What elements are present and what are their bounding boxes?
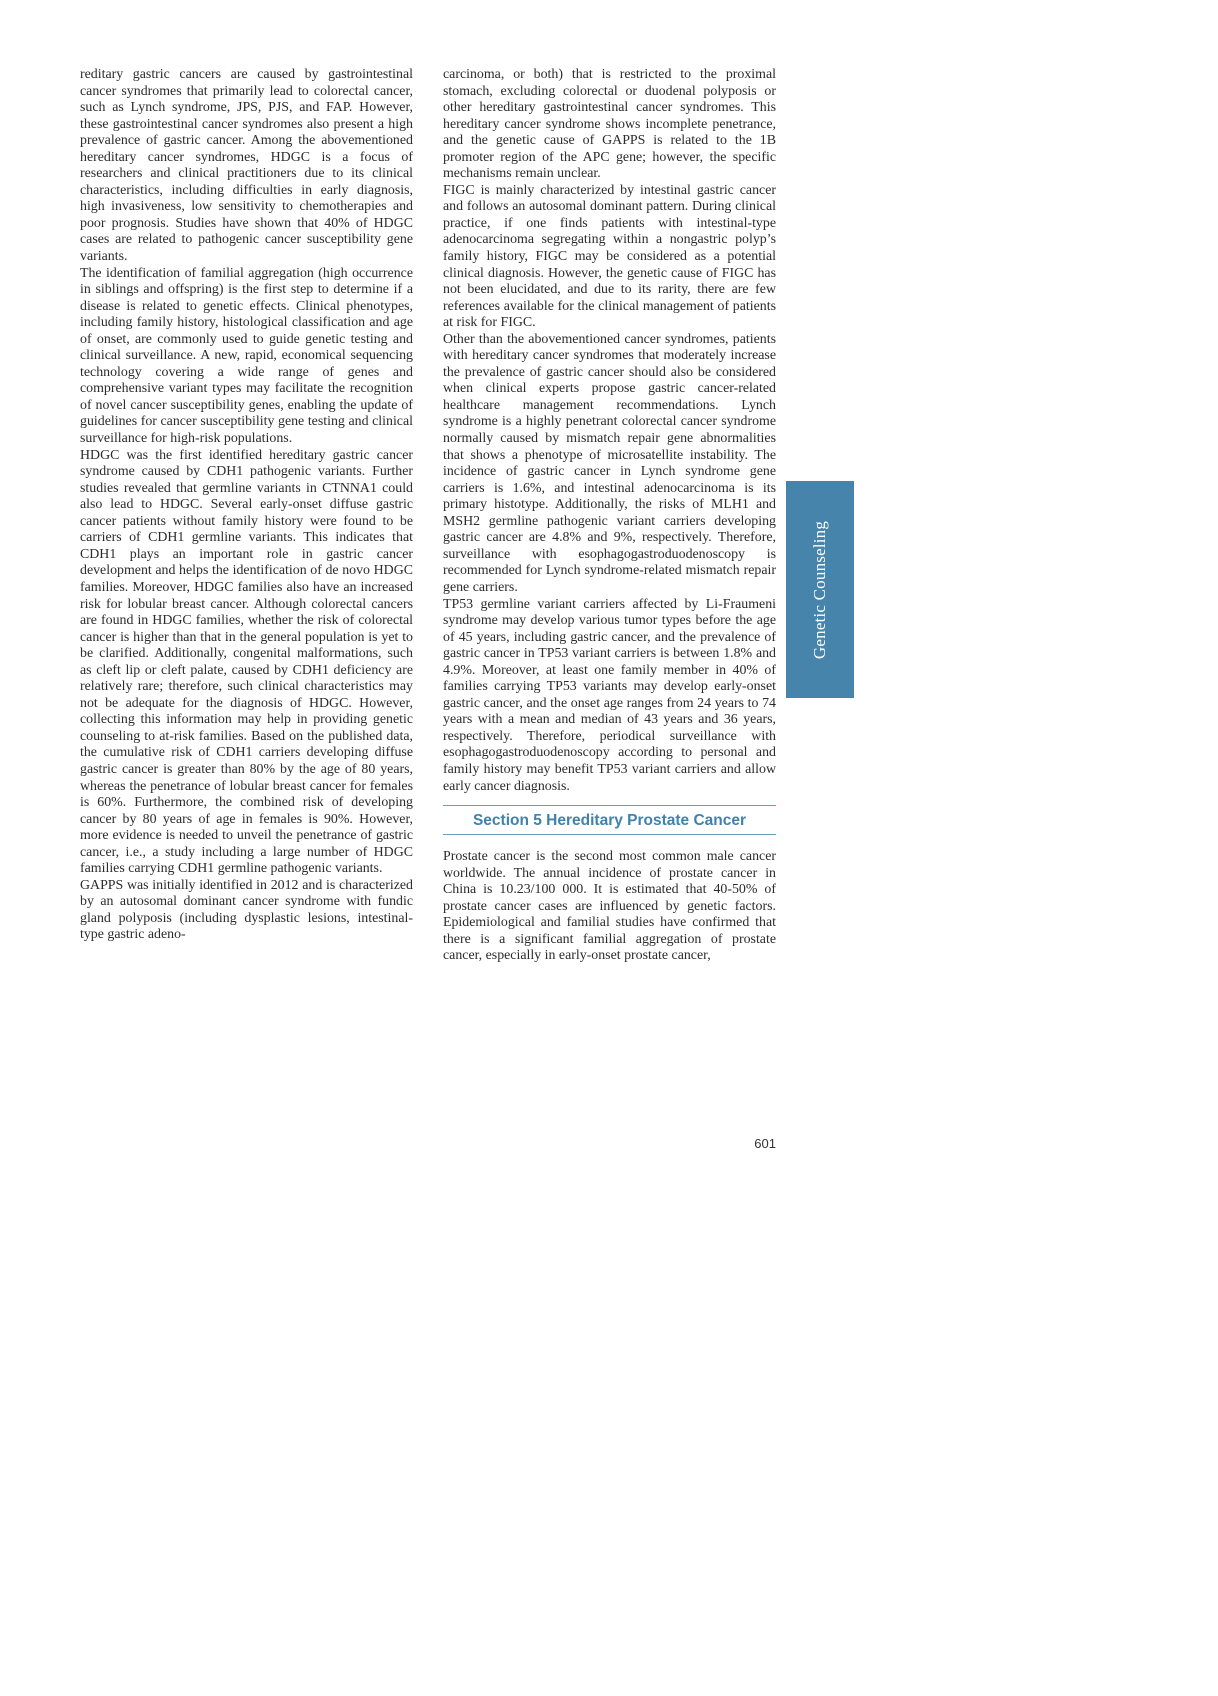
body-paragraph: GAPPS was initially identified in 2012 and is characterized by an autosomal dominant cancer syndrome with fundic gland polyposis (including dysplastic lesions, intestinal-type gastric adeno- <box>80 877 413 943</box>
body-paragraph: Other than the abovementioned cancer syndromes, patients with hereditary cancer syndromes that moderately increase the prevalence of gastric cancer should also be considered when clinical experts propose gastric cancer-related healthcare management recommendations. Lynch syndrome is a highly penetrant colorectal cancer syndrome normally caused by mismatch repair gene abnormalities that shows a phenotype of microsatellite instability. The incidence of gastric cancer in Lynch syndrome gene carriers is 1.6%, and intestinal adenocarcinoma is its primary histotype. Additionally, the risks of MLH1 and MSH2 germline pathogenic variant carriers developing gastric cancer are 4.8% and 9%, respectively. Therefore, surveillance with esophagogastroduodenoscopy is recommended for Lynch syndrome-related mismatch repair gene carriers. <box>443 331 776 595</box>
body-paragraph: carcinoma, or both) that is restricted to the proximal stomach, excluding colorectal or duodenal polyposis or other hereditary gastrointestinal cancer syndromes. This hereditary cancer syndrome shows incomplete penetrance, and the genetic cause of GAPPS is related to the 1B promoter region of the APC gene; however, the specific mechanisms remain unclear. <box>443 67 776 182</box>
right-text-column <box>443 67 776 965</box>
section-heading: Section 5 Hereditary Prostate Cancer <box>443 805 776 835</box>
left-text-column <box>80 67 413 944</box>
body-paragraph: Prostate cancer is the second most common male cancer worldwide. The annual incidence of prostate cancer in China is 10.23/100 000. It is estimated that 40-50% of prostate cancer cases are influenced by genetic factors. Epidemiological and familial studies have confirmed that there is a significant familial aggregation of prostate cancer, especially in early-onset prostate cancer, <box>443 849 776 964</box>
side-tab-label: Genetic Counseling <box>810 520 829 659</box>
body-paragraph: FIGC is mainly characterized by intestinal gastric cancer and follows an autosomal dominant pattern. During clinical practice, if one finds patients with intestinal-type adenocarcinoma segregating within a nongastric polyp’s family history, FIGC may be considered as a potential clinical diagnosis. However, the genetic cause of FIGC has not been elucidated, and due to its rarity, there are few references available for the clinical management of patients at risk for FIGC. <box>443 182 776 331</box>
body-paragraph: reditary gastric cancers are caused by gastrointestinal cancer syndromes that primarily lead to colorectal cancer, such as Lynch syndrome, JPS, PJS, and FAP. However, these gastrointestinal cancer syndromes also present a high prevalence of gastric cancer. Among the abovementioned hereditary cancer syndromes, HDGC is a focus of researchers and clinical practitioners due to its clinical characteristics, including difficulties in early diagnosis, high invasiveness, low sensitivity to chemotherapies and poor prognosis. Studies have shown that 40% of HDGC cases are related to pathogenic cancer susceptibility gene variants. <box>80 67 413 265</box>
body-paragraph: TP53 germline variant carriers affected by Li-Fraumeni syndrome may develop various tumor types before the age of 45 years, including gastric cancer, and the prevalence of gastric cancer in TP53 variant carriers is between 1.8% and 4.9%. Moreover, at least one family member in 40% of families carrying TP53 variants may develop early-onset gastric cancer, and the onset age ranges from 24 years to 74 years with a mean and median of 43 years and 36 years, respectively. Therefore, periodical surveillance with esophagogastroduodenoscopy according to personal and family history may benefit TP53 variant carriers and allow early cancer diagnosis. <box>443 596 776 794</box>
page-number: 601 <box>754 1136 776 1151</box>
body-paragraph: The identification of familial aggregation (high occurrence in siblings and offspring) is the first step to determine if a disease is related to genetic effects. Clinical phenotypes, including family history, histological classification and age of onset, are commonly used to guide genetic testing and clinical surveillance. A new, rapid, economical sequencing technology covering a wide range of genes and comprehensive variant types may facilitate the recognition of novel cancer susceptibility genes, enabling the update of guidelines for cancer susceptibility gene testing and clinical surveillance for high-risk populations. <box>80 265 413 447</box>
chapter-side-tab <box>786 481 854 698</box>
body-paragraph: HDGC was the first identified hereditary gastric cancer syndrome caused by CDH1 pathogenic variants. Further studies revealed that germline variants in CTNNA1 could also lead to HDGC. Several early-onset diffuse gastric cancer patients without family history were found to be carriers of CDH1 germline variants. This indicates that CDH1 plays an important role in gastric cancer development and helps the identification of de novo HDGC families. Moreover, HDGC families also have an increased risk for lobular breast cancer. Although colorectal cancers are found in HDGC families, whether the risk of colorectal cancer is higher than that in the general population is yet to be clarified. Additionally, congenital malformations, such as cleft lip or cleft palate, caused by CDH1 deficiency are relatively rare; therefore, such clinical characteristics may not be adequate for the diagnosis of HDGC. However, collecting this information may help in providing genetic counseling to at-risk families. Based on the published data, the cumulative risk of CDH1 carriers developing diffuse gastric cancer is greater than 80% by the age of 80 years, whereas the penetrance of lobular breast cancer for females is 60%. Furthermore, the combined risk of developing cancer by 80 years of age in females is 90%. However, more evidence is needed to unveil the penetrance of gastric cancer, i.e., a study including a large number of HDGC families carrying CDH1 germline pathogenic variants. <box>80 447 413 877</box>
